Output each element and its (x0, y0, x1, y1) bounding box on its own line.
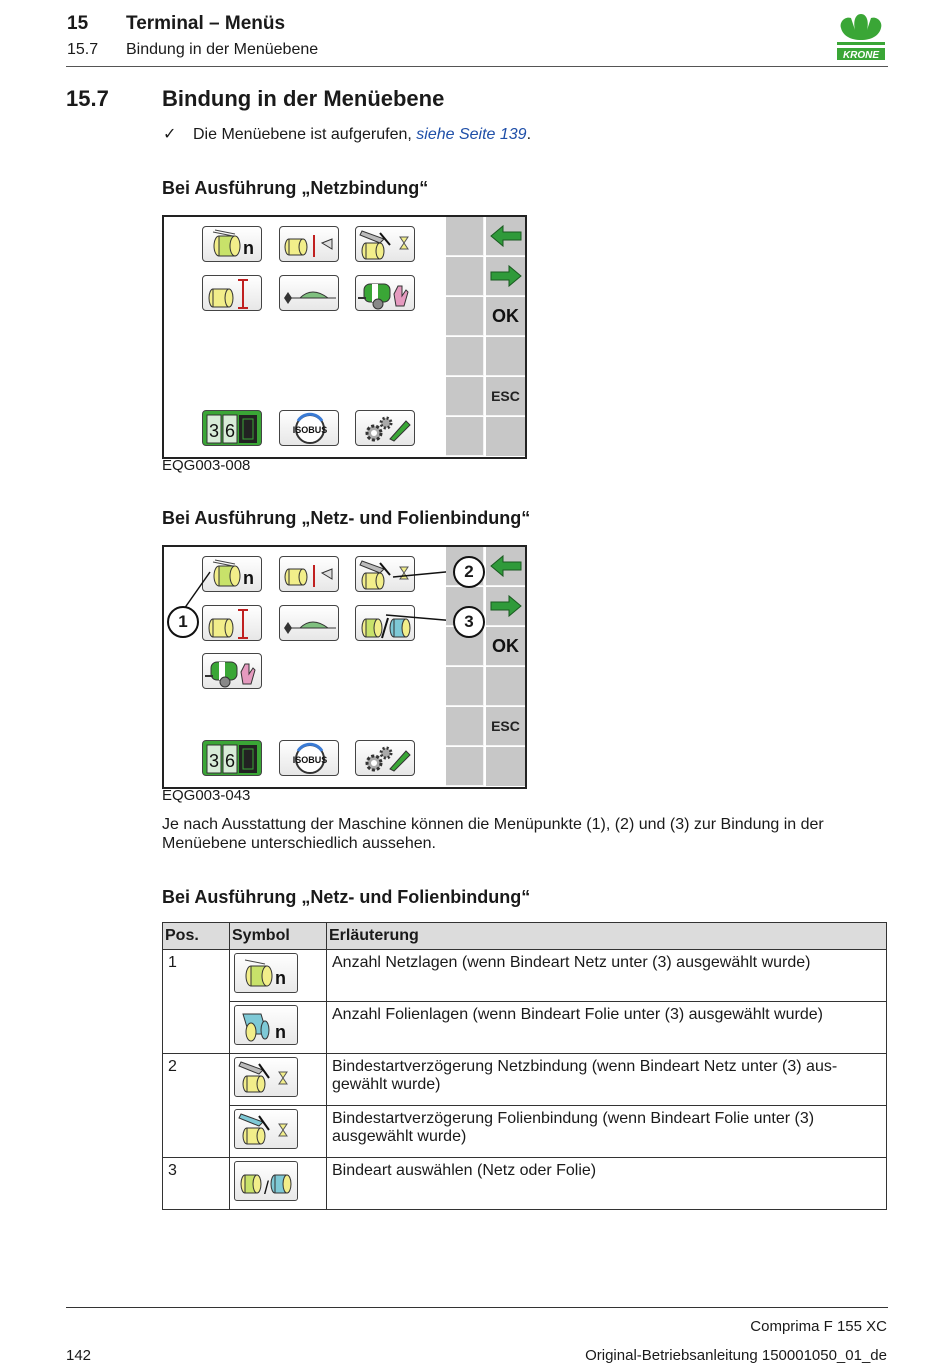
bale-shape-icon[interactable] (279, 275, 339, 311)
explanation-cell: Anzahl Folienlagen (wenn Bindeart Folie unter (3) ausgewählt wurde) (327, 1002, 887, 1054)
pos-cell (163, 1106, 230, 1158)
arrow-left-icon (489, 554, 523, 578)
pos-cell: 3 (163, 1158, 230, 1210)
symbol-cell (230, 1158, 327, 1210)
counter-digit-1: 3 (208, 751, 220, 771)
table-row (163, 1158, 887, 1210)
esc-label: ESC (491, 388, 520, 404)
counter-digit-2: 6 (224, 421, 236, 441)
softkey-blank (446, 337, 484, 376)
explanation-cell: Bindeart auswählen (Netz oder Folie) (327, 1158, 887, 1210)
esc-key[interactable] (486, 377, 525, 416)
symbol-cell (230, 1054, 327, 1106)
symbol-cell (230, 950, 327, 1002)
chapter-title: Terminal – Menüs (126, 13, 286, 34)
isobus-icon[interactable] (279, 410, 339, 446)
chapter-number: 15 (67, 13, 89, 34)
explanation-paragraph: Je nach Ausstattung der Maschine können die Menüpunkte (1), (2) und (3) zur Bindung in der Menüebene unterschiedlich aussehen. (162, 816, 824, 852)
logo-text: KRONE (842, 50, 880, 61)
table-row (163, 1106, 887, 1158)
arrow-right-key[interactable] (486, 257, 525, 296)
check-mark: ✓ (163, 126, 177, 143)
pos-cell: 2 (163, 1054, 230, 1106)
arrow-right-icon (489, 264, 523, 288)
film-start-delay-icon (234, 1109, 298, 1149)
ok-key[interactable] (486, 627, 525, 666)
softkey-blank (446, 417, 484, 456)
table-heading: Bei Ausführung „Netz- und Folienbindung“ (162, 887, 531, 907)
section-title-header: Bindung in der Menüebene (126, 41, 319, 58)
arrow-left-icon (489, 224, 523, 248)
bale-pressure-icon[interactable] (202, 275, 262, 311)
prerequisite-end: . (526, 126, 532, 143)
figure1-heading: Bei Ausführung „Netzbindung“ (162, 178, 429, 198)
baler-hand-icon[interactable] (355, 275, 415, 311)
icon-label-n: n (243, 238, 254, 258)
softkey-panel (446, 217, 525, 457)
section-number-header: 15.7 (67, 41, 99, 58)
net-layers-icon (234, 953, 298, 993)
net-layers-icon[interactable] (202, 226, 262, 262)
col-symbol: Symbol (230, 923, 327, 950)
symbol-label: n (275, 968, 286, 988)
softkey-empty[interactable] (486, 417, 525, 456)
softkey-empty[interactable] (486, 747, 525, 786)
symbol-label: n (275, 1022, 286, 1042)
settings-icon[interactable] (355, 410, 415, 446)
isobus-label: ISOBUS (292, 425, 328, 435)
krone-logo (833, 8, 889, 64)
terminal-screen-netz-folie (162, 545, 527, 789)
counter-digit-2: 6 (224, 751, 236, 771)
explanation-cell: Bindestartverzögerung Netzbindung (wenn Bindeart Netz unter (3) aus-gewählt wurde) (327, 1054, 887, 1106)
pos-cell: 1 (163, 950, 230, 1002)
symbol-cell (230, 1106, 327, 1158)
figure2-heading: Bei Ausführung „Netz- und Folienbindung“ (162, 508, 531, 528)
page-link[interactable]: siehe Seite 139 (416, 126, 527, 143)
footer-document: Original-Betriebsanleitung 150001050_01_de (585, 1347, 887, 1364)
softkey-empty[interactable] (486, 667, 525, 706)
softkey-blank (446, 377, 484, 416)
icon-label-n: n (243, 568, 254, 588)
symbol-label: / (264, 1178, 270, 1198)
symbol-cell (230, 1002, 327, 1054)
col-explanation: Erläuterung (327, 923, 887, 950)
header-divider (66, 66, 888, 67)
counter-icon[interactable] (202, 410, 262, 446)
ok-key[interactable] (486, 297, 525, 336)
softkey-blank (446, 217, 484, 256)
explanation-cell: Bindestartverzögerung Folienbindung (wenn Bindeart Folie unter (3) ausgewählt wurde) (327, 1106, 887, 1158)
footer-divider (66, 1307, 888, 1308)
arrow-left-key[interactable] (486, 547, 525, 586)
figure2-caption: EQG003-043 (162, 787, 251, 804)
softkey-empty[interactable] (486, 337, 525, 376)
section-title: Bindung in der Menüebene (162, 86, 445, 111)
softkey-blank (446, 707, 484, 746)
softkey-blank (446, 747, 484, 786)
film-layers-icon (234, 1005, 298, 1045)
col-pos: Pos. (163, 923, 230, 950)
isobus-label: ISOBUS (292, 755, 328, 765)
pos-cell (163, 1002, 230, 1054)
binding-symbol-table (162, 922, 887, 1210)
arrow-left-key[interactable] (486, 217, 525, 256)
figure1-caption: EQG003-008 (162, 457, 251, 474)
softkey-blank (446, 667, 484, 706)
bale-height-horn-icon[interactable] (279, 226, 339, 262)
terminal-screen-netzbindung (162, 215, 527, 459)
arrow-right-key[interactable] (486, 587, 525, 626)
esc-key[interactable] (486, 707, 525, 746)
table-row (163, 950, 887, 1002)
arrow-right-icon (489, 594, 523, 618)
softkey-blank (446, 257, 484, 296)
prerequisite (193, 126, 531, 144)
footer-model: Comprima F 155 XC (750, 1318, 887, 1335)
callout-2: 2 (453, 556, 485, 588)
table-row (163, 1002, 887, 1054)
binding-type-select-icon (234, 1161, 298, 1201)
page-number: 142 (66, 1347, 92, 1364)
table-header-row (163, 923, 887, 950)
softkey-blank (446, 297, 484, 336)
callout-3: 3 (453, 606, 485, 638)
prerequisite-text: Die Menüebene ist aufgerufen, (193, 126, 417, 143)
ok-label: OK (492, 305, 519, 326)
table-row (163, 1054, 887, 1106)
esc-label: ESC (491, 718, 520, 734)
counter-digit-1: 3 (208, 421, 220, 441)
net-start-delay-icon[interactable] (355, 226, 415, 262)
section-number: 15.7 (66, 86, 109, 111)
callout-1: 1 (167, 606, 199, 638)
net-start-delay-icon (234, 1057, 298, 1097)
explanation-cell: Anzahl Netzlagen (wenn Bindeart Netz unter (3) ausgewählt wurde) (327, 950, 887, 1002)
ok-label: OK (492, 635, 519, 656)
